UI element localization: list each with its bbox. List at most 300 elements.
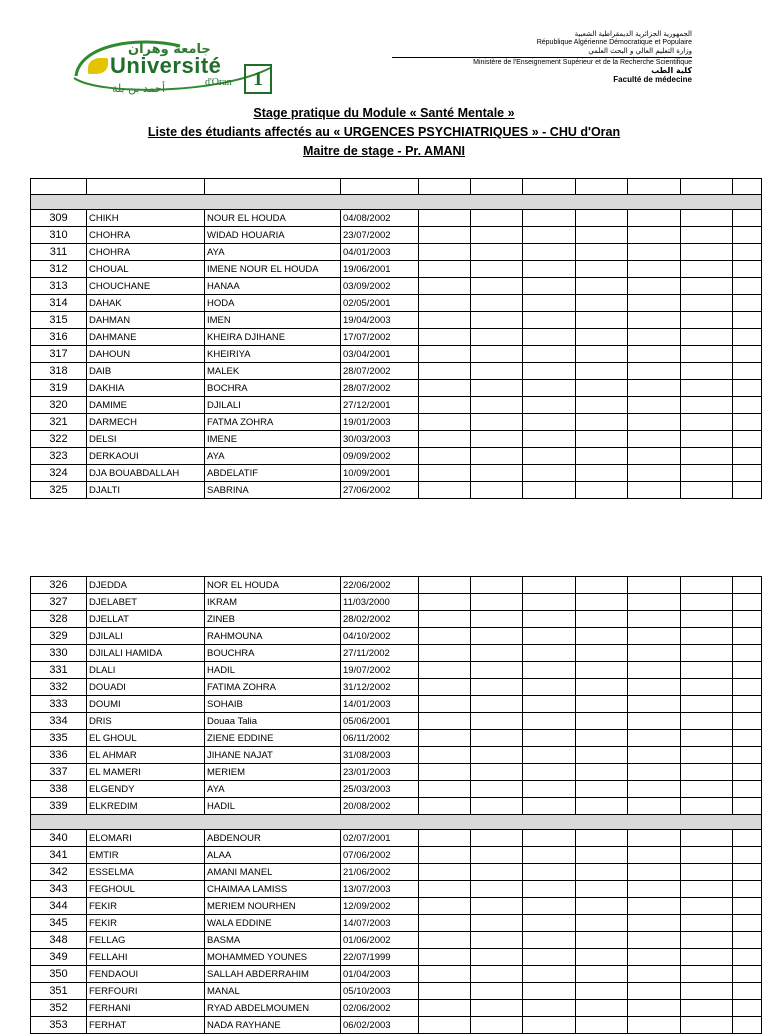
student-birth-date: 06/02/2003: [341, 1017, 419, 1034]
attendance-cell: [681, 577, 733, 594]
attendance-cell: [523, 329, 576, 346]
attendance-cell: [733, 679, 762, 696]
attendance-cell: [576, 662, 628, 679]
attendance-cell: [733, 645, 762, 662]
attendance-cell: [628, 915, 681, 932]
student-number: 318: [31, 363, 87, 380]
attendance-cell: [576, 448, 628, 465]
attendance-cell: [681, 798, 733, 815]
attendance-cell: [523, 227, 576, 244]
student-number: 326: [31, 577, 87, 594]
student-first-name: IMENE NOUR EL HOUDA: [205, 261, 341, 278]
attendance-cell: [419, 983, 471, 1000]
student-last-name: EMTIR: [87, 847, 205, 864]
attendance-cell: [471, 414, 523, 431]
attendance-cell: [681, 847, 733, 864]
attendance-cell: [576, 713, 628, 730]
attendance-cell: [576, 611, 628, 628]
attendance-cell: [419, 966, 471, 983]
attendance-cell: [681, 713, 733, 730]
attendance-cell: [523, 278, 576, 295]
student-birth-date: 12/09/2002: [341, 898, 419, 915]
attendance-cell: [576, 747, 628, 764]
attendance-cell: [628, 594, 681, 611]
attendance-cell: [733, 346, 762, 363]
group-separator-row: [31, 815, 762, 830]
attendance-cell: [523, 448, 576, 465]
student-birth-date: 02/07/2001: [341, 830, 419, 847]
student-number: 328: [31, 611, 87, 628]
attendance-cell: [733, 781, 762, 798]
student-first-name: AYA: [205, 244, 341, 261]
attendance-cell: [523, 628, 576, 645]
attendance-cell: [471, 949, 523, 966]
student-last-name: DJILALI HAMIDA: [87, 645, 205, 662]
attendance-cell: [628, 645, 681, 662]
student-last-name: DAHAK: [87, 295, 205, 312]
attendance-cell: [628, 781, 681, 798]
attendance-cell: [576, 278, 628, 295]
student-last-name: FEKIR: [87, 898, 205, 915]
table-row: [31, 414, 762, 431]
attendance-cell: [628, 346, 681, 363]
attendance-cell: [628, 278, 681, 295]
attendance-cell: [419, 363, 471, 380]
student-first-name: MOHAMMED YOUNES: [205, 949, 341, 966]
attendance-cell: [628, 864, 681, 881]
attendance-cell: [681, 628, 733, 645]
table-row: [31, 645, 762, 662]
attendance-cell: [628, 881, 681, 898]
attendance-cell: [681, 227, 733, 244]
attendance-cell: [523, 431, 576, 448]
student-birth-date: 17/07/2002: [341, 329, 419, 346]
attendance-cell: [681, 864, 733, 881]
ministry-french: Ministère de l'Enseignement Supérieur et de la Recherche Scientifique: [473, 58, 692, 66]
attendance-cell: [681, 696, 733, 713]
student-last-name: ELKREDIM: [87, 798, 205, 815]
student-number: 311: [31, 244, 87, 261]
attendance-cell: [523, 414, 576, 431]
attendance-cell: [523, 747, 576, 764]
attendance-cell: [523, 881, 576, 898]
faculty-arabic: كلية الطب: [651, 66, 692, 75]
student-number: 336: [31, 747, 87, 764]
student-first-name: SALLAH ABDERRAHIM: [205, 966, 341, 983]
attendance-cell: [471, 645, 523, 662]
attendance-cell: [628, 847, 681, 864]
student-number: 332: [31, 679, 87, 696]
table-row: [31, 363, 762, 380]
attendance-cell: [733, 730, 762, 747]
attendance-cell: [523, 397, 576, 414]
attendance-cell: [576, 244, 628, 261]
table-row: [31, 482, 762, 499]
attendance-cell: [523, 864, 576, 881]
attendance-cell: [523, 1000, 576, 1017]
student-last-name: FEKIR: [87, 915, 205, 932]
attendance-cell: [419, 329, 471, 346]
student-birth-date: 28/07/2002: [341, 380, 419, 397]
student-number: 349: [31, 949, 87, 966]
student-birth-date: 28/02/2002: [341, 611, 419, 628]
student-first-name: DJILALI: [205, 397, 341, 414]
attendance-cell: [471, 611, 523, 628]
student-birth-date: 23/01/2003: [341, 764, 419, 781]
attendance-cell: [419, 898, 471, 915]
student-first-name: NOR EL HOUDA: [205, 577, 341, 594]
student-number: 352: [31, 1000, 87, 1017]
attendance-cell: [576, 781, 628, 798]
attendance-cell: [576, 210, 628, 227]
attendance-cell: [471, 312, 523, 329]
student-first-name: SOHAIB: [205, 696, 341, 713]
table-row: [31, 881, 762, 898]
student-last-name: ELGENDY: [87, 781, 205, 798]
attendance-cell: [471, 594, 523, 611]
student-last-name: DOUADI: [87, 679, 205, 696]
student-birth-date: 27/11/2002: [341, 645, 419, 662]
attendance-cell: [471, 798, 523, 815]
attendance-cell: [419, 747, 471, 764]
attendance-cell: [733, 847, 762, 864]
attendance-cell: [419, 864, 471, 881]
attendance-cell: [576, 261, 628, 278]
student-birth-date: 06/11/2002: [341, 730, 419, 747]
student-first-name: ZIENE EDDINE: [205, 730, 341, 747]
table-row: [31, 1000, 762, 1017]
student-last-name: FEGHOUL: [87, 881, 205, 898]
attendance-cell: [733, 329, 762, 346]
title-supervisor: Maitre de stage - Pr. AMANI: [302, 144, 466, 158]
attendance-cell: [523, 363, 576, 380]
attendance-cell: [576, 830, 628, 847]
logo-arabic-sub: أحمد بن بلة: [112, 82, 166, 95]
attendance-cell: [628, 295, 681, 312]
student-birth-date: 05/10/2003: [341, 983, 419, 1000]
attendance-cell: [733, 210, 762, 227]
republic-arabic: الجمهورية الجزائرية الديمقراطية الشعبية: [574, 30, 692, 38]
attendance-cell: [523, 662, 576, 679]
attendance-cell: [471, 1000, 523, 1017]
attendance-cell: [733, 227, 762, 244]
attendance-cell: [419, 628, 471, 645]
attendance-cell: [628, 397, 681, 414]
attendance-cell: [681, 431, 733, 448]
header-divider: [392, 57, 692, 58]
student-last-name: CHOHRA: [87, 227, 205, 244]
attendance-cell: [733, 747, 762, 764]
attendance-cell: [733, 482, 762, 499]
attendance-cell: [576, 730, 628, 747]
student-first-name: WALA EDDINE: [205, 915, 341, 932]
student-first-name: HODA: [205, 295, 341, 312]
student-birth-date: 22/06/2002: [341, 577, 419, 594]
attendance-cell: [419, 431, 471, 448]
table-row: [31, 798, 762, 815]
attendance-cell: [523, 611, 576, 628]
attendance-cell: [471, 983, 523, 1000]
attendance-cell: [733, 932, 762, 949]
attendance-cell: [419, 915, 471, 932]
student-number: 312: [31, 261, 87, 278]
table-row: [31, 244, 762, 261]
attendance-cell: [523, 983, 576, 1000]
attendance-cell: [681, 295, 733, 312]
student-last-name: FELLAG: [87, 932, 205, 949]
attendance-cell: [419, 696, 471, 713]
attendance-cell: [419, 830, 471, 847]
student-birth-date: 13/07/2003: [341, 881, 419, 898]
attendance-cell: [681, 645, 733, 662]
table-row: [31, 932, 762, 949]
attendance-cell: [681, 932, 733, 949]
attendance-cell: [628, 1017, 681, 1034]
table-row: [31, 764, 762, 781]
attendance-cell: [733, 915, 762, 932]
attendance-cell: [471, 713, 523, 730]
attendance-cell: [628, 312, 681, 329]
student-first-name: IMEN: [205, 312, 341, 329]
attendance-cell: [576, 966, 628, 983]
attendance-cell: [681, 380, 733, 397]
attendance-cell: [523, 482, 576, 499]
student-last-name: FERFOURI: [87, 983, 205, 1000]
attendance-cell: [681, 983, 733, 1000]
student-first-name: FATMA ZOHRA: [205, 414, 341, 431]
attendance-cell: [733, 397, 762, 414]
table-row: [31, 210, 762, 227]
table-row: [31, 611, 762, 628]
attendance-cell: [733, 764, 762, 781]
student-birth-date: 02/05/2001: [341, 295, 419, 312]
attendance-cell: [733, 312, 762, 329]
faculty-french: Faculté de médecine: [613, 74, 692, 84]
attendance-cell: [733, 380, 762, 397]
attendance-cell: [471, 363, 523, 380]
attendance-cell: [733, 1017, 762, 1034]
attendance-cell: [419, 713, 471, 730]
attendance-cell: [576, 864, 628, 881]
attendance-cell: [523, 764, 576, 781]
student-number: 329: [31, 628, 87, 645]
attendance-cell: [733, 414, 762, 431]
attendance-cell: [681, 261, 733, 278]
attendance-cell: [523, 380, 576, 397]
attendance-cell: [681, 679, 733, 696]
attendance-cell: [576, 1000, 628, 1017]
attendance-cell: [523, 645, 576, 662]
attendance-cell: [471, 966, 523, 983]
student-number: 340: [31, 830, 87, 847]
attendance-cell: [576, 312, 628, 329]
attendance-cell: [471, 662, 523, 679]
attendance-cell: [419, 932, 471, 949]
student-last-name: EL AHMAR: [87, 747, 205, 764]
logo-university-name: Université: [110, 53, 222, 78]
attendance-cell: [681, 397, 733, 414]
student-last-name: FENDAOUI: [87, 966, 205, 983]
student-number: 331: [31, 662, 87, 679]
attendance-cell: [419, 414, 471, 431]
attendance-cell: [419, 730, 471, 747]
attendance-cell: [419, 448, 471, 465]
attendance-cell: [471, 380, 523, 397]
student-birth-date: 09/09/2002: [341, 448, 419, 465]
attendance-cell: [419, 312, 471, 329]
table-row: [31, 1017, 762, 1034]
attendance-cell: [523, 346, 576, 363]
attendance-cell: [576, 1017, 628, 1034]
student-birth-date: 19/04/2003: [341, 312, 419, 329]
student-number: 348: [31, 932, 87, 949]
attendance-cell: [523, 1017, 576, 1034]
student-birth-date: 14/01/2003: [341, 696, 419, 713]
student-birth-date: 19/07/2002: [341, 662, 419, 679]
student-number: 339: [31, 798, 87, 815]
student-first-name: HADIL: [205, 662, 341, 679]
student-last-name: CHOUCHANE: [87, 278, 205, 295]
table-row: [31, 431, 762, 448]
attendance-cell: [733, 966, 762, 983]
attendance-cell: [471, 781, 523, 798]
attendance-cell: [523, 696, 576, 713]
attendance-cell: [681, 465, 733, 482]
attendance-cell: [523, 594, 576, 611]
student-first-name: IMENE: [205, 431, 341, 448]
attendance-cell: [523, 312, 576, 329]
logo-city: d'Oran: [205, 77, 232, 88]
attendance-cell: [681, 730, 733, 747]
student-birth-date: 03/04/2001: [341, 346, 419, 363]
attendance-cell: [733, 713, 762, 730]
student-birth-date: 02/06/2002: [341, 1000, 419, 1017]
student-last-name: CHOHRA: [87, 244, 205, 261]
attendance-cell: [576, 915, 628, 932]
table-row: [31, 397, 762, 414]
attendance-cell: [471, 628, 523, 645]
student-birth-date: 14/07/2003: [341, 915, 419, 932]
table-row: [31, 730, 762, 747]
student-last-name: DERKAOUI: [87, 448, 205, 465]
attendance-cell: [576, 227, 628, 244]
student-number: 353: [31, 1017, 87, 1034]
attendance-cell: [733, 830, 762, 847]
students-table-2: [30, 576, 762, 1034]
attendance-cell: [681, 1017, 733, 1034]
student-first-name: KHEIRIYA: [205, 346, 341, 363]
student-last-name: DARMECH: [87, 414, 205, 431]
student-number: 313: [31, 278, 87, 295]
student-first-name: CHAIMAA LAMISS: [205, 881, 341, 898]
attendance-cell: [419, 764, 471, 781]
attendance-cell: [681, 329, 733, 346]
student-first-name: SABRINA: [205, 482, 341, 499]
student-first-name: FATIMA ZOHRA: [205, 679, 341, 696]
attendance-cell: [576, 465, 628, 482]
attendance-cell: [628, 679, 681, 696]
attendance-cell: [523, 465, 576, 482]
student-birth-date: 05/06/2001: [341, 713, 419, 730]
student-birth-date: 19/06/2001: [341, 261, 419, 278]
attendance-cell: [471, 696, 523, 713]
attendance-cell: [733, 431, 762, 448]
student-first-name: KHEIRA DJIHANE: [205, 329, 341, 346]
student-first-name: HADIL: [205, 798, 341, 815]
attendance-cell: [733, 261, 762, 278]
table-row: [31, 278, 762, 295]
attendance-cell: [419, 278, 471, 295]
attendance-cell: [733, 898, 762, 915]
attendance-cell: [733, 983, 762, 1000]
attendance-cell: [576, 932, 628, 949]
student-first-name: AYA: [205, 781, 341, 798]
table-row: [31, 577, 762, 594]
attendance-cell: [576, 847, 628, 864]
attendance-cell: [733, 244, 762, 261]
attendance-cell: [681, 482, 733, 499]
attendance-cell: [523, 244, 576, 261]
student-first-name: WIDAD HOUARIA: [205, 227, 341, 244]
ministry-arabic: وزارة التعليم العالي و البحث العلمي: [588, 47, 692, 55]
group-separator-row: [31, 195, 762, 210]
student-first-name: RAHMOUNA: [205, 628, 341, 645]
student-number: 322: [31, 431, 87, 448]
attendance-cell: [681, 898, 733, 915]
attendance-cell: [733, 278, 762, 295]
student-first-name: BOCHRA: [205, 380, 341, 397]
table-row: [31, 312, 762, 329]
attendance-cell: [628, 210, 681, 227]
attendance-cell: [681, 210, 733, 227]
attendance-cell: [576, 696, 628, 713]
attendance-cell: [471, 830, 523, 847]
table-row: [31, 628, 762, 645]
student-birth-date: 27/12/2001: [341, 397, 419, 414]
attendance-cell: [471, 448, 523, 465]
attendance-cell: [419, 380, 471, 397]
attendance-cell: [419, 397, 471, 414]
attendance-cell: [523, 577, 576, 594]
student-number: 330: [31, 645, 87, 662]
attendance-cell: [523, 966, 576, 983]
attendance-cell: [733, 577, 762, 594]
attendance-cell: [523, 730, 576, 747]
student-first-name: IKRAM: [205, 594, 341, 611]
student-number: 324: [31, 465, 87, 482]
attendance-cell: [471, 577, 523, 594]
table-row: [31, 983, 762, 1000]
attendance-cell: [681, 448, 733, 465]
student-number: 319: [31, 380, 87, 397]
student-birth-date: 11/03/2000: [341, 594, 419, 611]
table-row: [31, 380, 762, 397]
student-birth-date: 20/08/2002: [341, 798, 419, 815]
student-number: 337: [31, 764, 87, 781]
attendance-cell: [576, 898, 628, 915]
student-last-name: DAMIME: [87, 397, 205, 414]
page-header: [0, 0, 768, 100]
student-last-name: DJELLAT: [87, 611, 205, 628]
attendance-cell: [681, 781, 733, 798]
attendance-cell: [576, 577, 628, 594]
attendance-cell: [628, 261, 681, 278]
attendance-cell: [419, 798, 471, 815]
attendance-cell: [471, 278, 523, 295]
student-last-name: EL MAMERI: [87, 764, 205, 781]
attendance-cell: [681, 346, 733, 363]
attendance-cell: [733, 949, 762, 966]
